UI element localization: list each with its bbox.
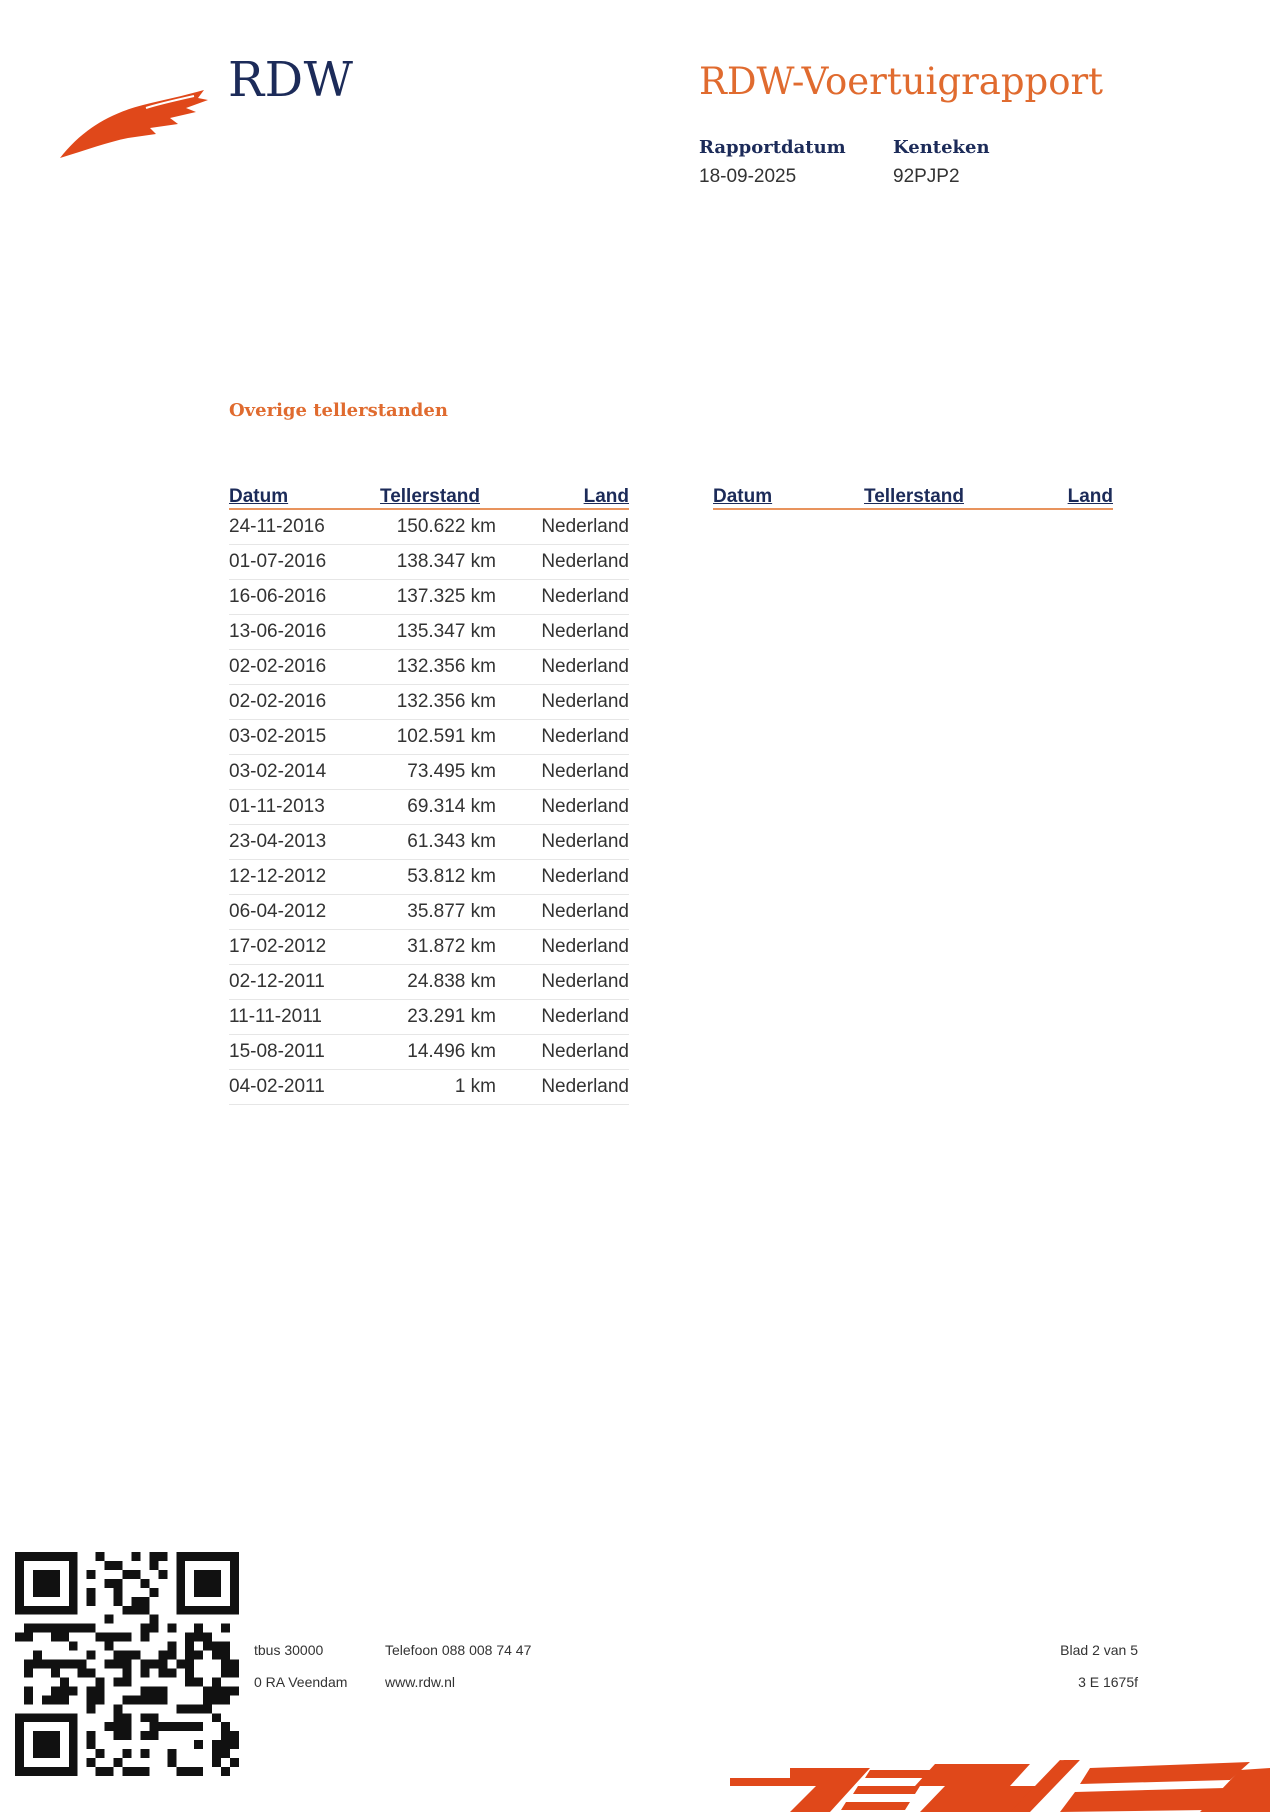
cell-datum: 02-12-2011 bbox=[229, 965, 364, 1000]
cell-tellerstand: 1 km bbox=[364, 1070, 496, 1105]
cell-datum: 03-02-2014 bbox=[229, 755, 364, 790]
column-header-land: Land bbox=[496, 480, 629, 509]
cell-datum: 02-02-2016 bbox=[229, 650, 364, 685]
cell-tellerstand: 73.495 km bbox=[364, 755, 496, 790]
brand-name: RDW bbox=[228, 52, 354, 108]
cell-land: Nederland bbox=[496, 930, 629, 965]
odometer-table-left bbox=[229, 480, 629, 1105]
section-title: Overige tellerstanden bbox=[229, 400, 448, 421]
cell-tellerstand: 102.591 km bbox=[364, 720, 496, 755]
table-row bbox=[229, 825, 629, 860]
footer-phone: Telefoon 088 008 74 47 bbox=[385, 1642, 532, 1658]
column-header-tellerstand: Tellerstand bbox=[364, 480, 496, 509]
table-row bbox=[229, 895, 629, 930]
cell-land: Nederland bbox=[496, 615, 629, 650]
cell-land: Nederland bbox=[496, 1035, 629, 1070]
cell-datum: 17-02-2012 bbox=[229, 930, 364, 965]
table-row bbox=[229, 545, 629, 580]
cell-land: Nederland bbox=[496, 509, 629, 545]
table-row bbox=[229, 509, 629, 545]
cell-tellerstand: 135.347 km bbox=[364, 615, 496, 650]
cell-datum: 15-08-2011 bbox=[229, 1035, 364, 1070]
cell-tellerstand: 138.347 km bbox=[364, 545, 496, 580]
table-row bbox=[229, 685, 629, 720]
cell-land: Nederland bbox=[496, 1000, 629, 1035]
cell-datum: 23-04-2013 bbox=[229, 825, 364, 860]
cell-datum: 12-12-2012 bbox=[229, 860, 364, 895]
cell-land: Nederland bbox=[496, 895, 629, 930]
cell-datum: 24-11-2016 bbox=[229, 509, 364, 545]
odometer-rows bbox=[229, 509, 629, 1105]
footer-city: 0 RA Veendam bbox=[254, 1674, 348, 1690]
cell-tellerstand: 53.812 km bbox=[364, 860, 496, 895]
watermark-text: mobilox bbox=[1030, 1736, 1137, 1766]
cell-datum: 03-02-2015 bbox=[229, 720, 364, 755]
cell-land: Nederland bbox=[496, 965, 629, 1000]
cell-datum: 01-07-2016 bbox=[229, 545, 364, 580]
table-row bbox=[229, 1000, 629, 1035]
plate-value: 92PJP2 bbox=[893, 166, 960, 187]
table-row bbox=[229, 720, 629, 755]
cell-land: Nederland bbox=[496, 755, 629, 790]
column-header-tellerstand: Tellerstand bbox=[848, 480, 980, 509]
cell-land: Nederland bbox=[496, 720, 629, 755]
cell-tellerstand: 23.291 km bbox=[364, 1000, 496, 1035]
cell-datum: 16-06-2016 bbox=[229, 580, 364, 615]
qr-code-icon bbox=[15, 1552, 239, 1776]
table-header-row bbox=[229, 480, 629, 509]
cell-tellerstand: 150.622 km bbox=[364, 509, 496, 545]
cell-land: Nederland bbox=[496, 790, 629, 825]
table-row bbox=[229, 755, 629, 790]
footer-website-link[interactable]: www.rdw.nl bbox=[385, 1674, 456, 1690]
cell-datum: 02-02-2016 bbox=[229, 685, 364, 720]
odometer-table-right bbox=[713, 480, 1113, 510]
footer-postbus: tbus 30000 bbox=[254, 1642, 324, 1658]
cell-datum: 11-11-2011 bbox=[229, 1000, 364, 1035]
cell-land: Nederland bbox=[496, 580, 629, 615]
table-row bbox=[229, 580, 629, 615]
cell-tellerstand: 61.343 km bbox=[364, 825, 496, 860]
cell-land: Nederland bbox=[496, 825, 629, 860]
cell-tellerstand: 132.356 km bbox=[364, 650, 496, 685]
table-row bbox=[229, 965, 629, 1000]
cell-tellerstand: 35.877 km bbox=[364, 895, 496, 930]
cell-tellerstand: 14.496 km bbox=[364, 1035, 496, 1070]
table-header-row bbox=[713, 480, 1113, 509]
footer-stripes-decoration bbox=[730, 1740, 1270, 1812]
table-row bbox=[229, 930, 629, 965]
cell-tellerstand: 69.314 km bbox=[364, 790, 496, 825]
plate-label: Kenteken bbox=[893, 137, 990, 158]
table-row bbox=[229, 650, 629, 685]
cell-land: Nederland bbox=[496, 650, 629, 685]
cell-datum: 04-02-2011 bbox=[229, 1070, 364, 1105]
footer-document-code: 3 E 1675f bbox=[1078, 1674, 1138, 1690]
cell-datum: 06-04-2012 bbox=[229, 895, 364, 930]
table-row bbox=[229, 1035, 629, 1070]
report-date-label: Rapportdatum bbox=[699, 137, 846, 158]
table-row bbox=[229, 1070, 629, 1105]
cell-tellerstand: 132.356 km bbox=[364, 685, 496, 720]
cell-datum: 13-06-2016 bbox=[229, 615, 364, 650]
cell-land: Nederland bbox=[496, 1070, 629, 1105]
cell-land: Nederland bbox=[496, 860, 629, 895]
cell-land: Nederland bbox=[496, 685, 629, 720]
table-row bbox=[229, 790, 629, 825]
cell-land: Nederland bbox=[496, 545, 629, 580]
rdw-logo-icon bbox=[58, 80, 208, 162]
footer-page-number: Blad 2 van 5 bbox=[1060, 1642, 1138, 1658]
report-title: RDW-Voertuigrapport bbox=[699, 60, 1104, 103]
table-row bbox=[229, 860, 629, 895]
column-header-land: Land bbox=[980, 480, 1113, 509]
cell-datum: 01-11-2013 bbox=[229, 790, 364, 825]
column-header-datum: Datum bbox=[713, 480, 848, 509]
column-header-datum: Datum bbox=[229, 480, 364, 509]
report-date-value: 18-09-2025 bbox=[699, 166, 797, 187]
cell-tellerstand: 137.325 km bbox=[364, 580, 496, 615]
cell-tellerstand: 24.838 km bbox=[364, 965, 496, 1000]
table-row bbox=[229, 615, 629, 650]
cell-tellerstand: 31.872 km bbox=[364, 930, 496, 965]
